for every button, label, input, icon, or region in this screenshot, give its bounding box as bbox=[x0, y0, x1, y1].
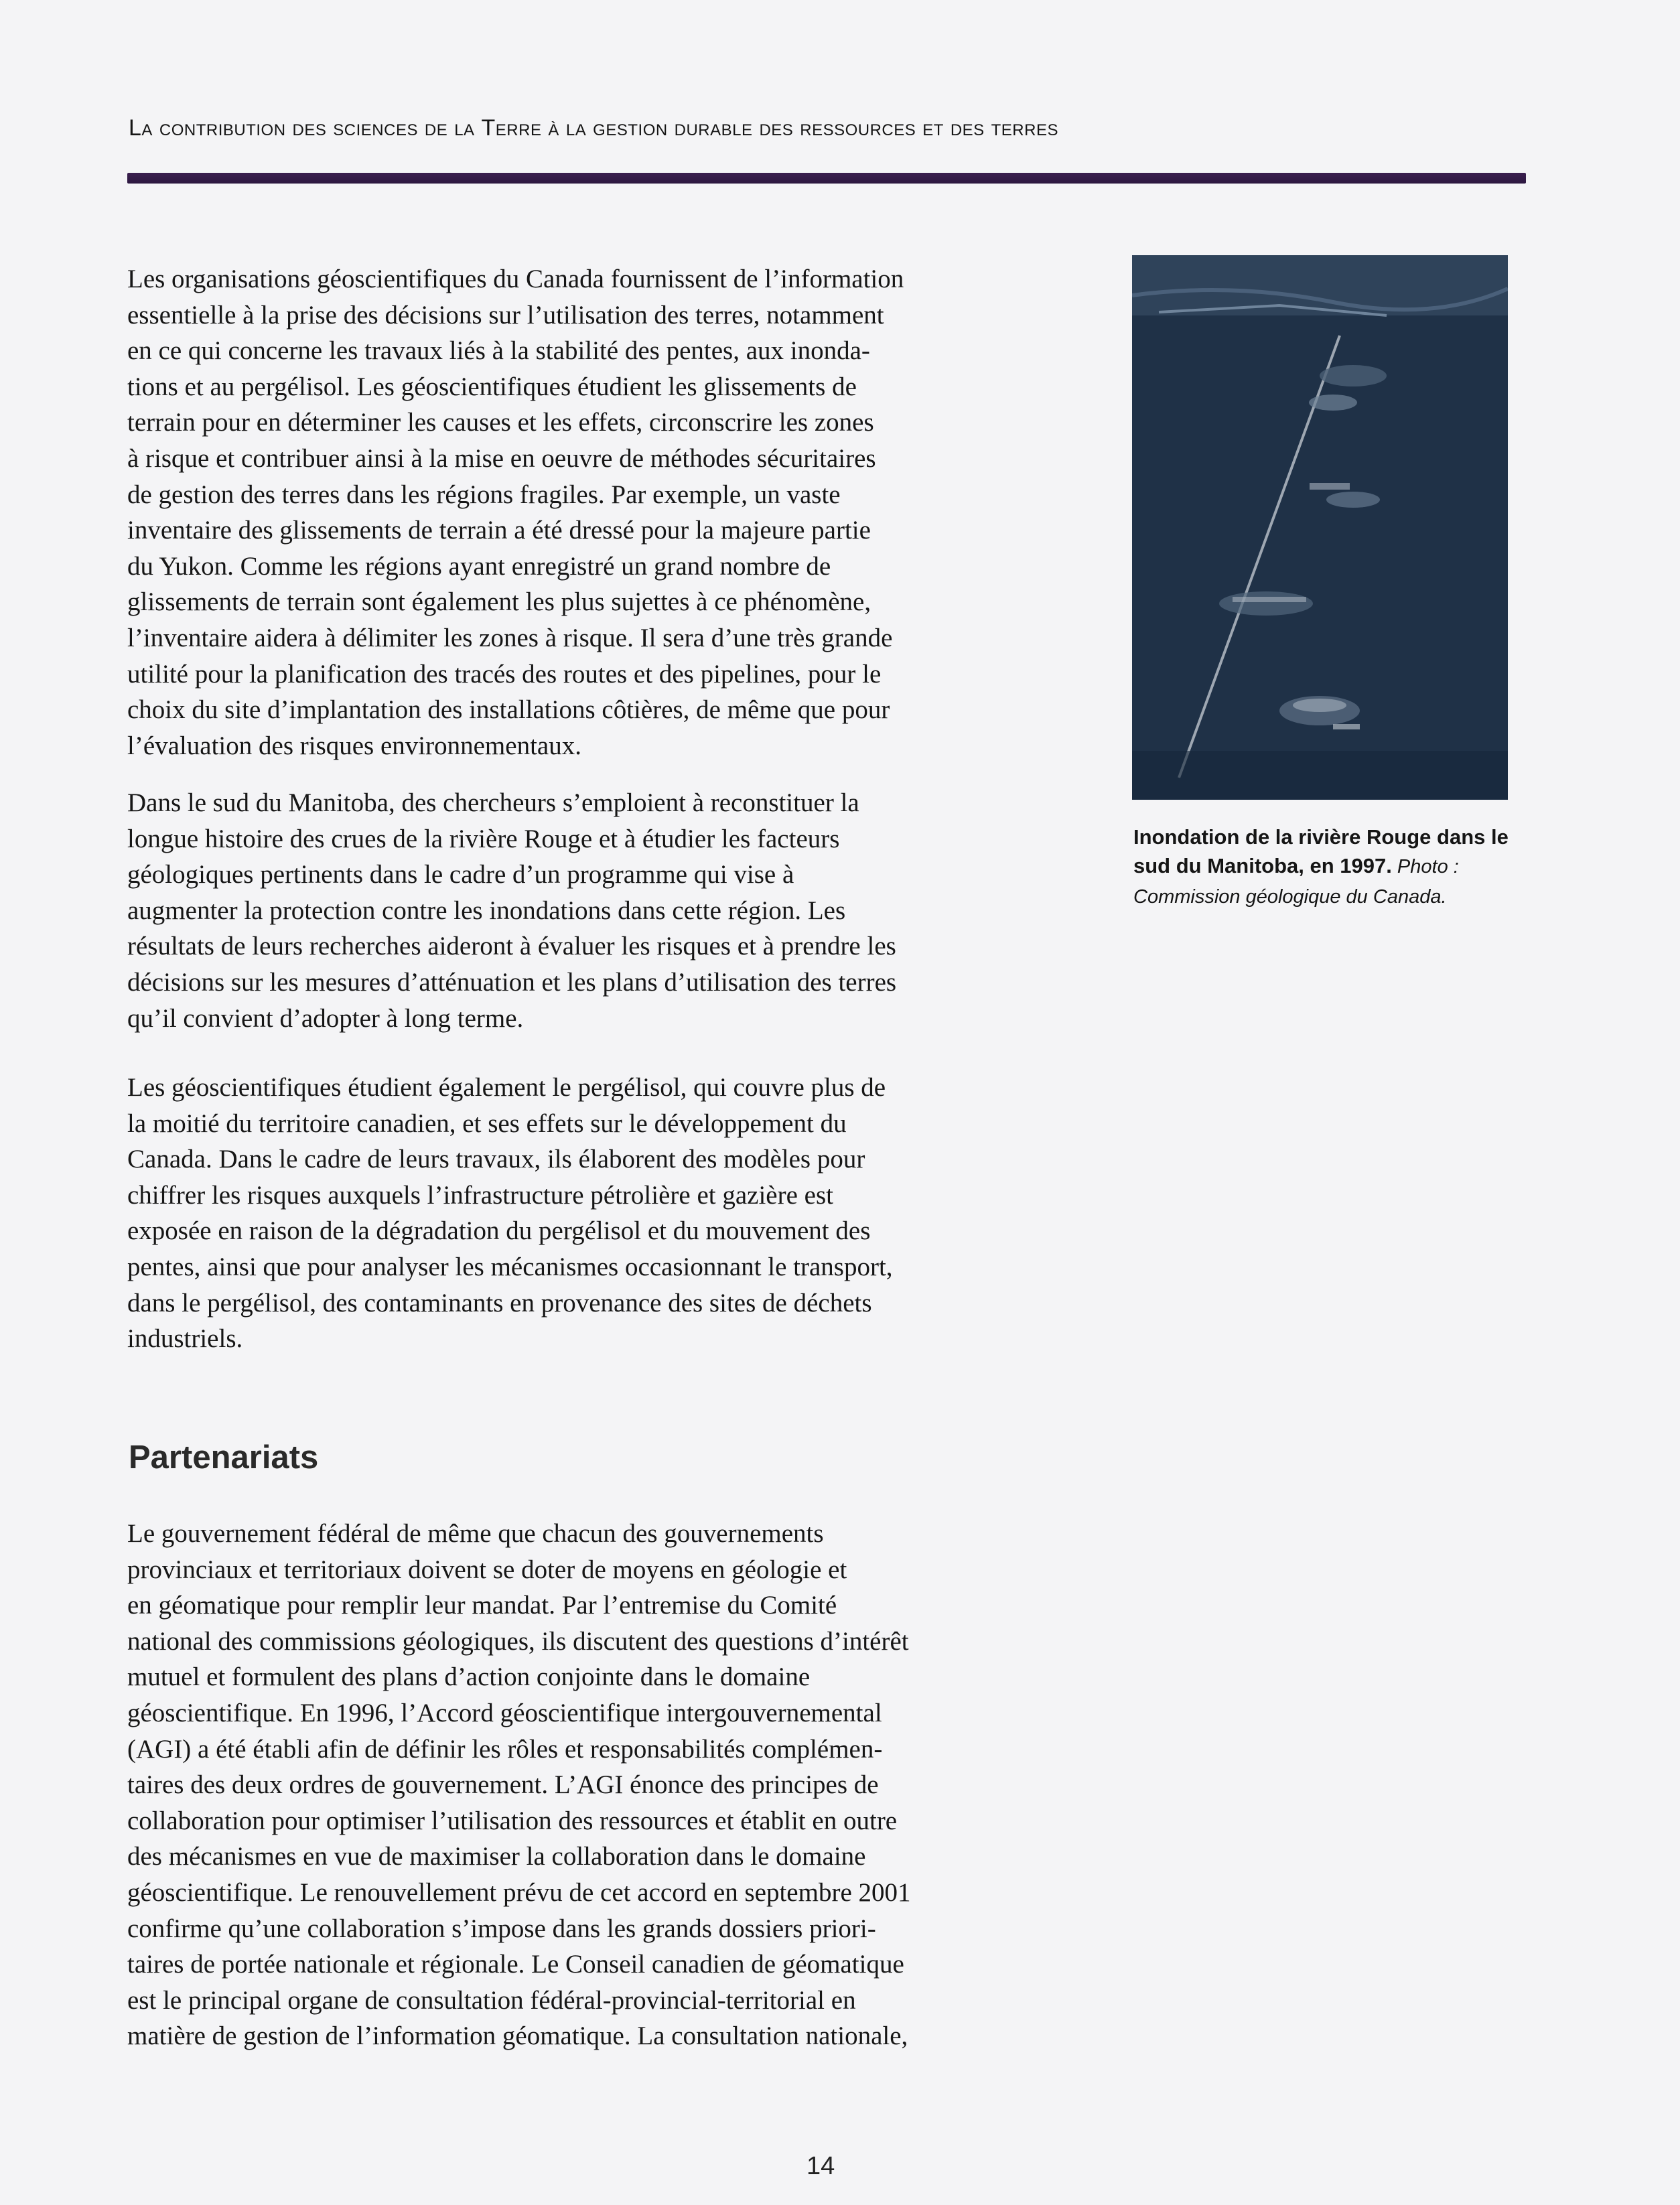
header-initial: L bbox=[129, 115, 142, 141]
paragraph-landslides bbox=[127, 261, 1078, 764]
page-number: 14 bbox=[807, 2152, 835, 2180]
paragraph-text: Les organisations géoscientifiques du Canada fournissent de l’information essentielle à la prise des décisions sur l’utilisation des terres, notamment en ce qui concerne les travaux liés à la stabilité des pentes, aux inonda- tions et au pergélisol. Les géoscientifiques étudient les glissements de terrain pour en déterminer les causes et les effets, circonscrire les zones à risque et contribuer ainsi à la mise en oeuvre de méthodes sécuritaires de gestion des terres dans les régions fragiles. Par exemple, un vaste inventaire des glissements de terrain a été dressé pour la majeure partie du Yukon. Comme les régions ayant enregistré un grand nombre de glissements de terrain sont également les plus sujettes à ce phénomène, l’inventaire aidera à délimiter les zones à risque. Il sera d’une très grande utilité pour la planification des tracés des routes et des pipelines, pour le choix du site d’implantation des installations côtières, de même que pour l’évaluation des risques environnementaux. bbox=[127, 265, 904, 760]
running-header bbox=[129, 115, 1522, 141]
paragraph-text: Les géoscientifiques étudient également le pergélisol, qui couvre plus de la moitié du territoire canadien, et ses effets sur le développement du Canada. Dans le cadre de leurs travaux, ils élaborent des modèles pour chiffrer les risques auxquels l’infrastructure pétrolière et gazière est exposée en raison de la dégradation du pergélisol et du mouvement des pentes, ainsi que pour analyser les mécanismes occasionnant le transport, dans le pergélisol, des contaminants en provenance des sites de déchets industriels. bbox=[127, 1073, 893, 1354]
header-capital-t: T bbox=[481, 115, 496, 141]
paragraph-partnerships bbox=[127, 1516, 1078, 2054]
paragraph-permafrost bbox=[127, 1070, 1078, 1357]
paragraph-text: Dans le sud du Manitoba, des chercheurs s’emploient à reconstituer la longue histoire des crues de la rivière Rouge et à étudier les facteurs géologiques pertinents dans le cadre d’un programme qui vise à augmenter la protection contre les inondations dans cette région. Les résultats de leurs recherches aideront à évaluer les risques et à prendre les décisions sur les mesures d’atténuation et les plans d’utilisation des terres qu’il convient d’adopter à long terme. bbox=[127, 788, 897, 1033]
caption-credit: Photo : Commission géologique du Canada. bbox=[1133, 856, 1459, 908]
flood-photo bbox=[1132, 255, 1508, 800]
section-heading: Partenariats bbox=[129, 1439, 319, 1476]
header-text: a contribution des sciences de la bbox=[141, 115, 482, 141]
paragraph-text: Le gouvernement fédéral de même que chacun des gouvernements provinciaux et territoriaux doivent se doter de moyens en géologie et en géomatique pour remplir leur mandat. Par l’entremise du Comité national des commissions géologiques, ils discutent des questions d’intérêt mutuel et formulent des plans d’action conjointe dans le domaine géoscientifique. En 1996, l’Accord géoscientifique intergouvernemental (AGI) a été établi afin de définir les rôles et responsabilités complémen- taires des deux ordres de gouvernement. L’AGI énonce des principes de collaboration pour optimiser l’utilisation des ressources et établit en outre des mécanismes en vue de maximiser la collaboration dans le domaine géoscientifique. Le renouvellement prévu de cet accord en septembre 2001 confirme qu’une collaboration s’impose dans les grands dossiers priori- taires de portée nationale et régionale. Le Conseil canadien de géomatique est le principal organe de consultation fédéral-provincial-territorial en matière de gestion de l’information géomatique. La consultation nationale, bbox=[127, 1519, 911, 2051]
header-text-end: erre à la gestion durable des ressources et des terres bbox=[495, 115, 1058, 141]
flood-photo-graphic bbox=[1132, 255, 1508, 800]
paragraph-manitoba bbox=[127, 785, 1078, 1036]
figure-caption bbox=[1133, 823, 1515, 912]
header-rule bbox=[127, 173, 1526, 184]
caption-title: Inondation de la rivière Rouge dans le sud du Manitoba, en 1997. bbox=[1133, 825, 1509, 877]
